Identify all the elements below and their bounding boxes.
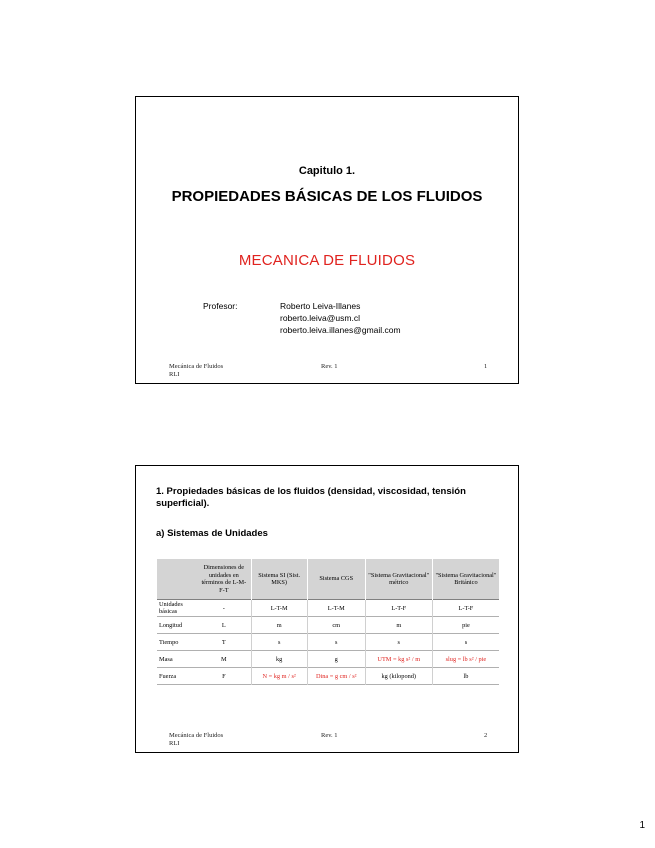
slide-1 xyxy=(135,96,519,384)
table-cell: M xyxy=(197,651,251,668)
footer-initials: RLI xyxy=(169,740,180,747)
chapter-label: Capitulo 1. xyxy=(298,165,356,177)
table-cell: s xyxy=(251,634,307,651)
table-cell-highlight: Dina = g cm / s² xyxy=(307,668,365,685)
slide-2-title: 1. Propiedades básicas de los fluidos (densidad, viscosidad, tensión superficial). xyxy=(156,486,466,509)
professor-name: Roberto Leiva-Illanes xyxy=(280,301,361,311)
table-cell: s xyxy=(464,638,468,646)
header-si: Sistema SI (Sist. MKS) xyxy=(251,559,307,600)
units-table xyxy=(157,559,499,685)
slide-2-number: 2 xyxy=(484,732,488,739)
footer-course: Mecánica de Fluidos xyxy=(169,363,224,370)
professor-label: Profesor: xyxy=(203,301,238,311)
footer-initials: RLI xyxy=(169,371,180,378)
row-label: Longitud xyxy=(159,621,183,629)
slide-2-subtitle: a) Sistemas de Unidades xyxy=(156,528,268,539)
slide-2-footer-left xyxy=(169,732,223,748)
header-empty xyxy=(157,559,197,600)
table-cell: L-T-F xyxy=(365,600,432,617)
table-cell: m xyxy=(251,617,307,634)
slide-1-number: 1 xyxy=(484,363,488,370)
header-metric-grav: "Sistema Gravitacional" métrico xyxy=(365,559,432,600)
slide-1-footer-left xyxy=(169,363,223,379)
table-cell-highlight: slug = lb s² / pie xyxy=(445,655,487,663)
row-label: Masa xyxy=(159,655,173,663)
slide-1-title: PROPIEDADES BÁSICAS DE LOS FLUIDOS xyxy=(171,188,483,205)
table-cell: kg xyxy=(251,651,307,668)
table-row xyxy=(157,617,499,634)
table-cell: g xyxy=(307,651,365,668)
slide-1-footer-rev: Rev. 1 xyxy=(321,363,338,370)
table-header-row xyxy=(157,559,499,600)
table-row xyxy=(157,600,499,617)
table-row xyxy=(157,651,499,668)
row-label: Unidades básicas xyxy=(159,601,183,615)
table-cell: L-T-M xyxy=(251,600,307,617)
header-british-grav: "Sistema Gravitacional" Británico xyxy=(432,559,499,600)
table-cell: cm xyxy=(307,617,365,634)
table-cell: - xyxy=(197,600,251,617)
table-cell-highlight: UTM = kg s² / m xyxy=(365,651,432,668)
table-row xyxy=(157,668,499,685)
table-cell: L-T-M xyxy=(307,600,365,617)
table-cell: L-T-F xyxy=(458,604,474,612)
professor-email-1: roberto.leiva@usm.cl xyxy=(280,313,360,323)
table-cell: L xyxy=(197,617,251,634)
header-cgs: Sistema CGS xyxy=(307,559,365,600)
footer-course: Mecánica de Fluidos xyxy=(169,732,224,739)
table-row xyxy=(157,634,499,651)
slide-2-footer-rev: Rev. 1 xyxy=(321,732,338,739)
professor-email-2: roberto.leiva.illanes@gmail.com xyxy=(280,325,401,335)
slide-2 xyxy=(135,465,519,753)
table-cell: F xyxy=(197,668,251,685)
row-label: Fuerza xyxy=(159,672,177,680)
page-number: 1 xyxy=(639,820,645,831)
table-cell: pie xyxy=(462,621,470,629)
table-cell: s xyxy=(365,634,432,651)
table-cell-highlight: N = kg m / s² xyxy=(251,668,307,685)
table-cell: s xyxy=(307,634,365,651)
table-cell: kg (kilopond) xyxy=(365,668,432,685)
subject-title: MECANICA DE FLUIDOS xyxy=(238,252,416,269)
table-cell: m xyxy=(365,617,432,634)
row-label: Tiempo xyxy=(159,638,179,646)
table-cell: lb xyxy=(463,672,469,680)
header-dimensions: Dimensiones de unidades en términos de L-M-F-T xyxy=(197,559,251,600)
table-cell: T xyxy=(197,634,251,651)
